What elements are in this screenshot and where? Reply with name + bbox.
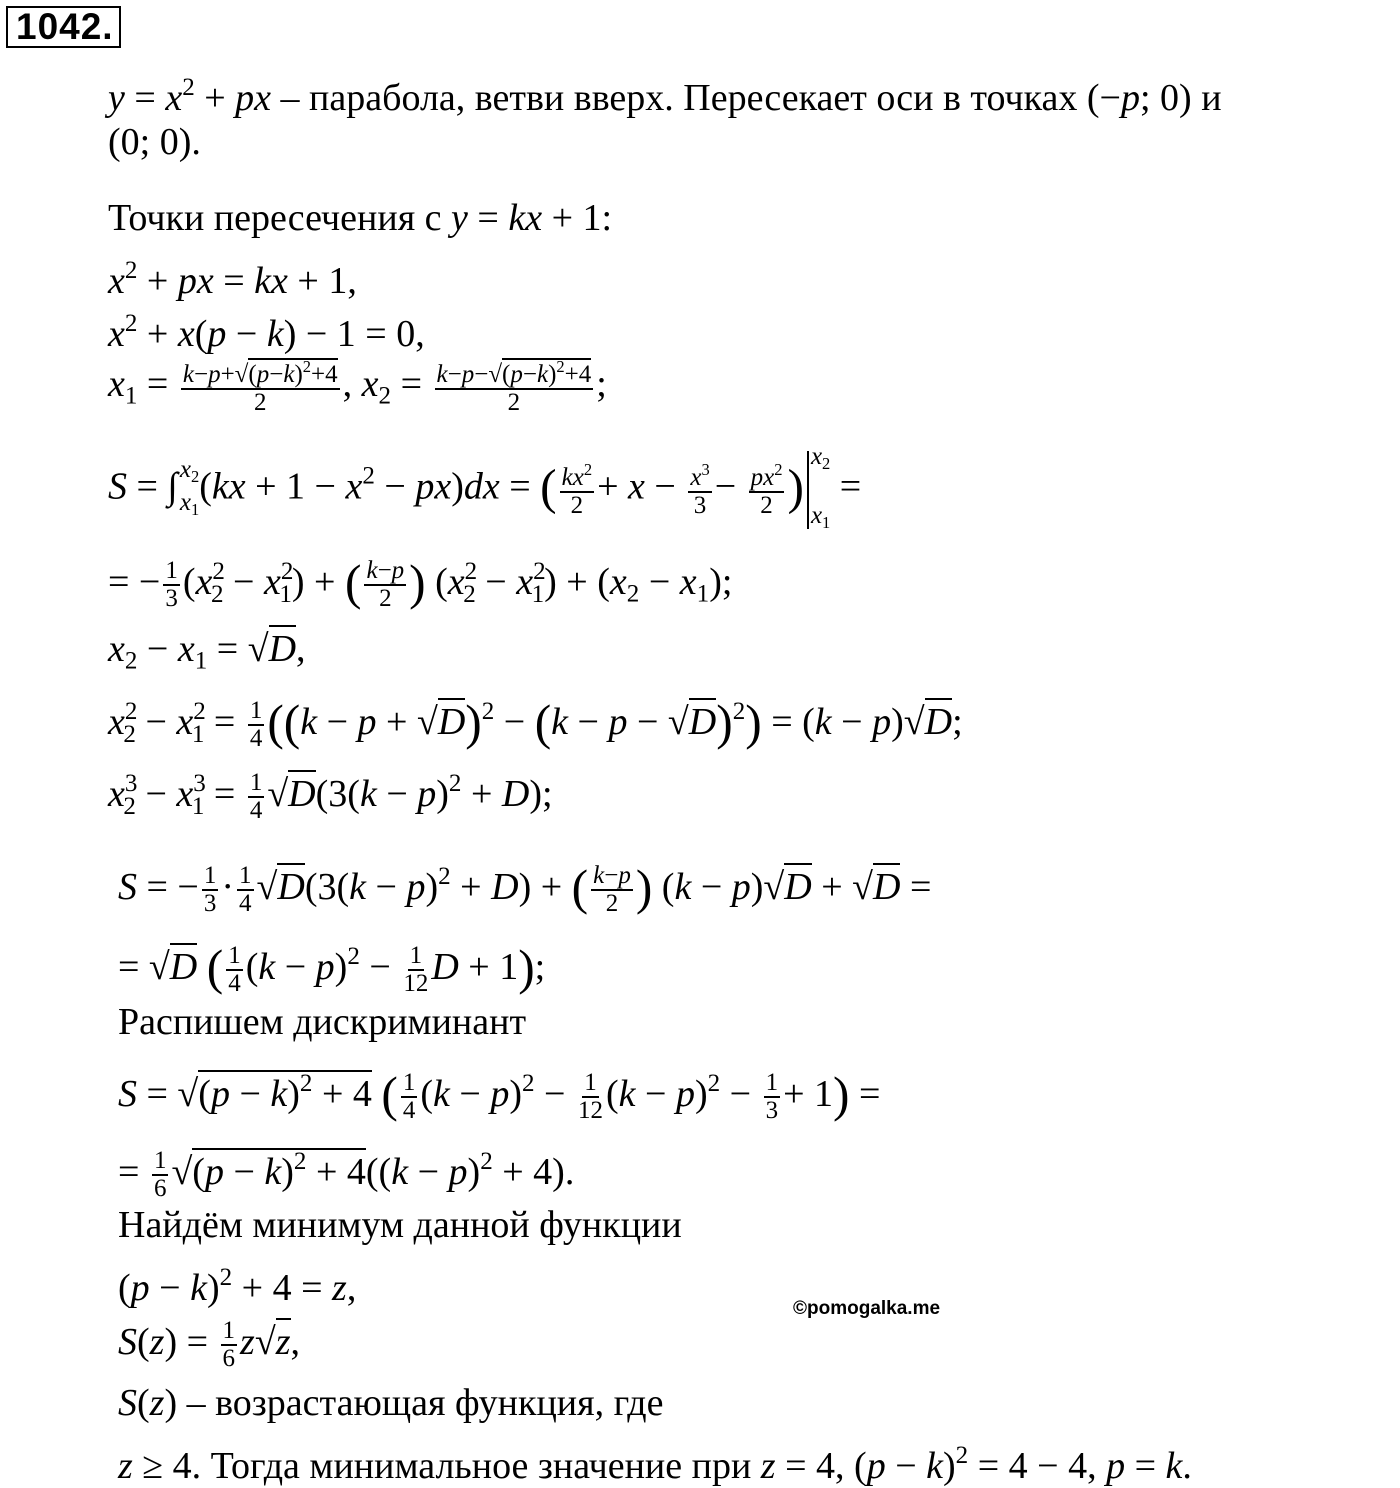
line-squares: $x^22 - x^21$ = $\frac{1}{4}$ $((k - p + √D)^2 - (k - p - √D)^2) = (k - p)√D$; [108, 694, 963, 753]
line-cubes: $x^32 - x^31$ = $\frac{1}{4}$ $√D(3(k - p)^2 + D)$; [108, 769, 553, 825]
line-integral: S = ∫ x2 x1 $(kx + 1 - x^2 - px)dx$ = ( $\frac{kx^2}{2}$ + x − $\frac{x^3}{3}$ − $\frac{px^2}{2}$ ) x2 x1 = [108, 443, 862, 532]
then-min-text: . Тогда минимальное значение при [191, 1445, 752, 1488]
line-increasing: S(z) – возрастающая функция, где [118, 1382, 664, 1424]
line-s-4: = $\frac{1}{6}$ $√(p - k)^2 + 4((k - p)^2 + 4)$. [118, 1147, 575, 1203]
problem-number: 1042. [6, 6, 121, 48]
line-eq1: $x^2$ + px = kx + 1, [108, 257, 357, 303]
increasing-text: – возрастающая функция, где [186, 1382, 664, 1424]
parabola-text: – парабола, ветви вверх. Пересекает оси в точках [280, 77, 1078, 120]
and-text: и [1201, 77, 1222, 120]
line-discriminant: Распишем дискриминант [118, 1001, 527, 1043]
line-s-3: $S = √(p - k)^2 + 4$ ( $\frac{1}{4}$ $(k - p)^2$ − $\frac{1}{12}$ $(k - p)^2$ − $\frac{1}{3}$ + 1) = [118, 1066, 881, 1125]
watermark: ©pomogalka.me [793, 1298, 941, 1319]
line-roots: x1 = $\frac{k-p+√(p-k)^2+4}{2}$ , x2 = $\frac{k-p-√(p-k)^2+4}{2}$ ; [108, 357, 607, 417]
line-find-min: Найдём минимум данной функции [118, 1204, 682, 1246]
line-diff: x2 − x1 = √D, [108, 627, 306, 684]
line-expansion: = − $\frac{1}{3}$ $(x^22 - x^21)$ + ( $\frac{k-p}{2}$ ) $(x^22 - x^21) + (x2 - x1)$; [108, 554, 733, 613]
line-parabola: $y = x^2$ + px – парабола, ветви вверх. Пересекает оси в точках (−p; 0) и [108, 74, 1222, 120]
line-origin: (0; 0). [108, 121, 201, 163]
line-intersection-intro: Точки пересечения с y = kx + 1: [108, 197, 613, 239]
line-s-1: S = − $\frac{1}{3}$ · $\frac{1}{4}$ $√D(3(k - p)^2 + D)$ + ( $\frac{k-p}{2}$ ) (k − p)√D + √D = [118, 859, 932, 918]
line-z: $(p - k)^2 + 4 = z$, [118, 1264, 357, 1310]
line-s-2: = √D ( $\frac{1}{4}$ $(k - p)^2$ − $\frac{1}{12}$ D + 1); [118, 939, 546, 998]
line-eq2: $x^2 + x(p - k) - 1 = 0$, [108, 310, 425, 356]
line-conclusion: z ≥ 4. Тогда минимальное значение при z = 4, $(p - k)^2 = 4 - 4$, p = k. [118, 1442, 1192, 1488]
intersection-text: Точки пересечения с [108, 197, 442, 239]
line-sz: S(z) = $\frac{1}{6}$ z√z, [118, 1317, 300, 1373]
